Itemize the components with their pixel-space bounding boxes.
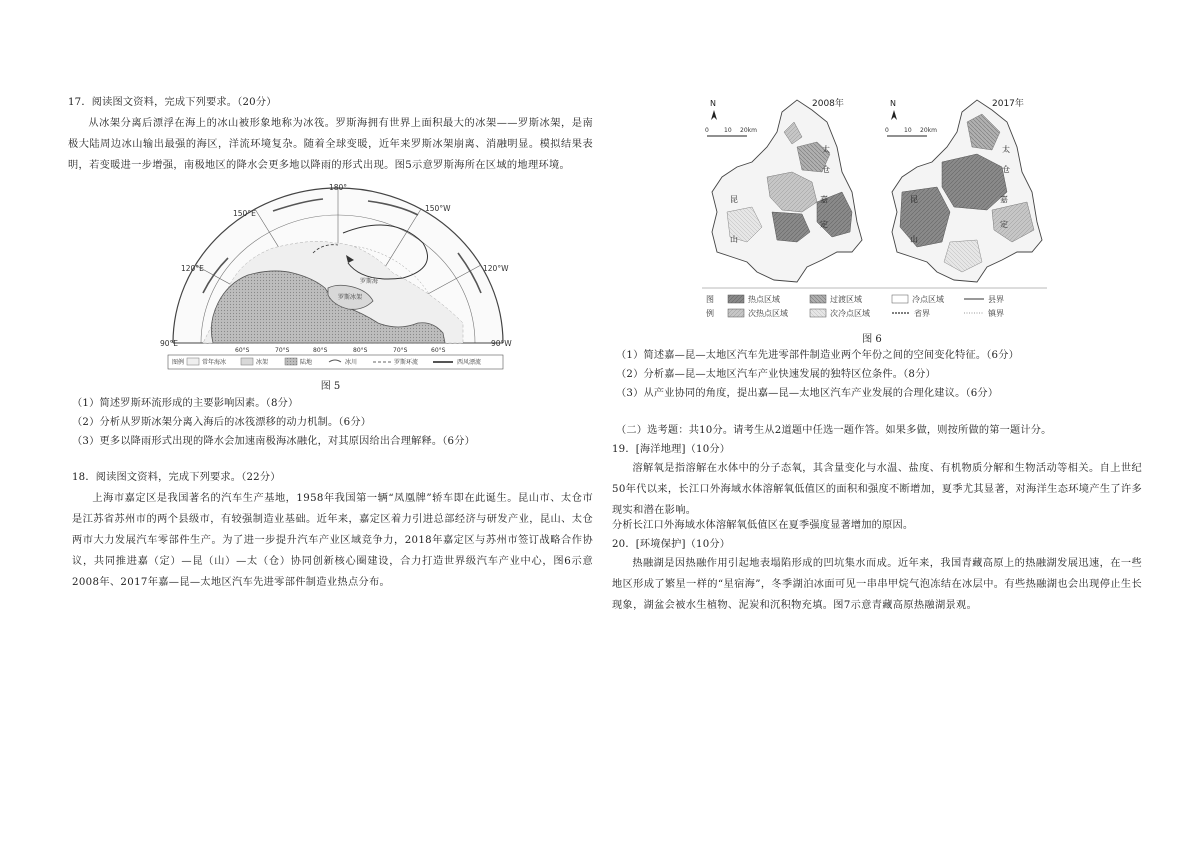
q18-question-3: （3）从产业协同的角度，提出嘉—昆—太地区汽车产业发展的合理化建议。（6分） — [616, 388, 999, 399]
legend-label: 县界 — [988, 295, 1004, 304]
scale-label: 0 — [705, 127, 709, 134]
scale-label: 0 — [885, 127, 889, 134]
legend-label: 冷点区域 — [912, 295, 944, 304]
map-label: 昆 — [730, 195, 738, 204]
map-label: 太 — [1002, 145, 1010, 154]
legend-swatch — [187, 358, 199, 365]
lat-label: 60°S — [431, 347, 446, 354]
north-arrow-icon — [711, 110, 717, 120]
map-label: 山 — [910, 235, 918, 244]
q18-title: 18．阅读图文资料，完成下列要求。（22分） — [72, 472, 281, 483]
legend-label: 过渡区域 — [830, 295, 862, 304]
lon-180: 180° — [328, 183, 348, 192]
legend-label: 省界 — [914, 309, 930, 318]
q20-passage: 热融湖是因热融作用引起地表塌陷形成的凹坑集水而成。近年来，我国青藏高原上的热融湖发展迅速，在一些地区形成了繁星一样的“星宿海”，冬季湖泊冰面可见一串串甲烷气泡冻结在冰层中。有些热融湖也会出现停止生长现象，湖盆会被水生植物、泥炭和沉积物充填。图7示意青藏高原热融湖景观。 — [612, 558, 1142, 611]
north-arrow-icon — [891, 110, 897, 120]
q17-question-2: （2）分析从罗斯冰架分离入海后的冰筏漂移的动力机制。（6分） — [72, 417, 372, 428]
q17-question-3: （3）更多以降雨形式出现的降水会加速南极海冰融化，对其原因给出合理解释。（6分） — [72, 436, 475, 447]
lon-120e: 120°E — [181, 264, 204, 273]
legend-swatch — [285, 358, 297, 365]
map-2017-year: 2017年 — [992, 99, 1024, 109]
map-label: 嘉 — [820, 195, 828, 204]
map-2017 — [885, 97, 1042, 282]
legend-swatch — [810, 309, 826, 317]
legend-title: 例 — [706, 309, 714, 318]
lon-90w: 90°W — [491, 339, 512, 348]
map-label: 太 — [822, 145, 830, 154]
legend-label: 陆地 — [300, 359, 313, 366]
legend-swatch — [810, 295, 826, 303]
figure-5-ross-sea-map — [160, 183, 512, 373]
map-label: 昆 — [910, 195, 918, 204]
legend-title: 图 — [706, 295, 714, 304]
legend-label: 次热点区域 — [748, 309, 788, 318]
map-2008-year: 2008年 — [812, 99, 844, 109]
map-label: 仓 — [822, 165, 830, 174]
north-arrow: N — [710, 99, 716, 108]
q19-passage: 溶解氧是指溶解在水体中的分子态氧，其含量变化与水温、盐度、有机物质分解和生物活动等相关。自上世纪50年代以来，长江口外海域水体溶解氧低值区的面积和强度不断增加，夏季尤其显著，对海洋生态环境产生了许多现实和潜在影响。 — [612, 463, 1142, 516]
legend-swatch — [892, 295, 908, 303]
q17-question-1: （1）简述罗斯环流形成的主要影响因素。（8分） — [72, 398, 299, 409]
q19-title: 19．[海洋地理]（10分） — [612, 444, 731, 455]
map-label: 嘉 — [1000, 195, 1008, 204]
figure-6-legend — [702, 288, 1047, 318]
legend-swatch — [241, 358, 253, 365]
q18-question-2: （2）分析嘉—昆—太地区汽车产业快速发展的独特区位条件。（8分） — [616, 369, 936, 380]
q17-title: 17．阅读图文资料，完成下列要求。（20分） — [68, 97, 277, 108]
legend-label: 西风漂流 — [457, 359, 482, 366]
map-label: 定 — [1000, 220, 1008, 229]
lat-label: 80°S — [353, 347, 368, 354]
legend-label: 冰川 — [345, 359, 358, 366]
lon-120w: 120°W — [483, 264, 509, 273]
lon-150w: 150°W — [425, 204, 451, 213]
north-arrow: N — [890, 99, 896, 108]
lat-label: 70°S — [275, 347, 290, 354]
legend-label: 镇界 — [988, 309, 1004, 318]
q19-question: 分析长江口外海域水体溶解氧低值区在夏季强度显著增加的原因。 — [612, 520, 914, 531]
map-label: 定 — [820, 220, 828, 229]
legend-swatch — [728, 309, 744, 317]
lon-90e: 90°E — [160, 339, 179, 348]
scale-label: 20km — [920, 127, 937, 134]
lat-label: 80°S — [313, 347, 328, 354]
legend-label: 次冷点区域 — [830, 309, 870, 318]
legend-title: 图例 — [172, 359, 185, 366]
q18-question-1: （1）简述嘉—昆—太地区汽车先进零部件制造业两个年份之间的空间变化特征。（6分） — [616, 350, 1019, 361]
q17-passage: 从冰架分离后漂浮在海上的冰山被形象地称为冰筏。罗斯海拥有世界上面积最大的冰架——罗斯冰架，是南极大陆周边冰山输出最强的海区，洋流环境复杂。随着全球变暖，近年来罗斯冰架崩离、消融明显。模拟结果表明，若变暖进一步增强，南极地区的降水会更多地以降雨的形式出现。图5示意罗斯海所在区域的地理环境。 — [68, 118, 593, 171]
legend-label: 冰架 — [256, 359, 269, 366]
legend-label: 罗斯环流 — [394, 359, 419, 366]
scale-label: 20km — [740, 127, 757, 134]
label-ross-sea: 罗斯海 — [360, 278, 379, 285]
optional-intro: （二）选考题：共10分。请考生从2道题中任选一题作答。如果多做，则按所做的第一题计分。 — [616, 425, 1052, 436]
lat-label: 60°S — [235, 347, 250, 354]
scale-label: 10 — [724, 127, 732, 134]
map-2008 — [705, 97, 862, 282]
lon-150e: 150°E — [233, 209, 256, 218]
figure-6-hotspot-maps — [702, 92, 1062, 324]
legend-swatch — [728, 295, 744, 303]
scale-label: 10 — [904, 127, 912, 134]
map-label: 仓 — [1002, 165, 1010, 174]
q18-passage: 上海市嘉定区是我国著名的汽车生产基地，1958年我国第一辆“凤凰牌”轿车即在此诞生。昆山市、太仓市是江苏省苏州市的两个县级市，有较强制造业基础。近年来，嘉定区着力引进总部经济与研发产业，昆山、太仓两市大力发展汽车零部件生产。为了进一步提升汽车产业区域竞争力，2018年嘉定区与苏州市签订战略合作协议，共同推进嘉（定）—昆（山）—太（仓）协同创新核心圈建设，合力打造世界级汽车产业中心，图6示意2008年、2017年嘉—昆—太地区汽车先进零部件制造业热点分布。 — [72, 493, 593, 588]
legend-label: 常年海冰 — [202, 359, 227, 366]
figure-5-caption: 图 5 — [320, 381, 341, 392]
legend-label: 热点区域 — [748, 295, 780, 304]
map-label: 山 — [730, 235, 738, 244]
figure-6-caption: 图 6 — [862, 334, 882, 345]
label-ross-ice-shelf: 罗斯冰架 — [338, 294, 363, 301]
q20-title: 20．[环境保护]（10分） — [612, 539, 731, 550]
lat-label: 70°S — [393, 347, 408, 354]
